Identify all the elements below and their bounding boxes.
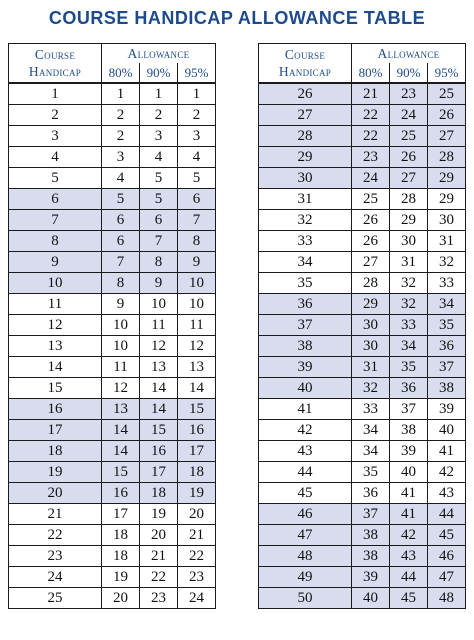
- table-row: [259, 567, 466, 588]
- course-handicap-cell: 13: [9, 336, 102, 357]
- allowance-90-cell: 18: [140, 483, 178, 504]
- allowance-95-cell: 1: [178, 83, 216, 105]
- allowance-90-cell: 26: [390, 147, 428, 168]
- course-handicap-cell: 15: [9, 378, 102, 399]
- course-handicap-cell: 49: [259, 567, 352, 588]
- allowance-95-cell: 29: [428, 168, 466, 189]
- allowance-90-cell: 7: [140, 231, 178, 252]
- allowance-95-cell: 48: [428, 588, 466, 609]
- allowance-95-cell: 21: [178, 525, 216, 546]
- table-row: [259, 357, 466, 378]
- course-handicap-cell: 16: [9, 399, 102, 420]
- table-row: [259, 462, 466, 483]
- course-handicap-cell: 44: [259, 462, 352, 483]
- allowance-80-cell: 18: [102, 546, 140, 567]
- allowance-80-cell: 24: [352, 168, 390, 189]
- course-handicap-cell: 48: [259, 546, 352, 567]
- table-row: [259, 588, 466, 609]
- allowance-95-cell: 22: [178, 546, 216, 567]
- allowance-90-cell: 35: [390, 357, 428, 378]
- allowance-95-cell: 12: [178, 336, 216, 357]
- table-row: [9, 231, 216, 252]
- allowance-80-cell: 12: [102, 378, 140, 399]
- table-row: [9, 420, 216, 441]
- pct-95-header: 95%: [178, 63, 216, 83]
- allowance-80-cell: 3: [102, 147, 140, 168]
- allowance-95-cell: 19: [178, 483, 216, 504]
- course-handicap-cell: 14: [9, 357, 102, 378]
- allowance-90-cell: 37: [390, 399, 428, 420]
- allowance-90-cell: 1: [140, 83, 178, 105]
- allowance-95-cell: 17: [178, 441, 216, 462]
- allowance-80-cell: 22: [352, 105, 390, 126]
- table-row: [9, 378, 216, 399]
- allowance-80-cell: 34: [352, 420, 390, 441]
- allowance-90-cell: 28: [390, 189, 428, 210]
- allowance-90-cell: 22: [140, 567, 178, 588]
- allowance-95-cell: 47: [428, 567, 466, 588]
- course-handicap-cell: 10: [9, 273, 102, 294]
- allowance-95-cell: 29: [428, 189, 466, 210]
- allowance-90-cell: 20: [140, 525, 178, 546]
- allowance-90-cell: 41: [390, 504, 428, 525]
- allowance-80-cell: 26: [352, 231, 390, 252]
- allowance-95-cell: 38: [428, 378, 466, 399]
- course-handicap-cell: 34: [259, 252, 352, 273]
- course-handicap-cell: 6: [9, 189, 102, 210]
- allowance-80-cell: 14: [102, 420, 140, 441]
- allowance-table-left: [8, 43, 216, 609]
- allowance-95-cell: 18: [178, 462, 216, 483]
- course-handicap-cell: 21: [9, 504, 102, 525]
- allowance-90-cell: 10: [140, 294, 178, 315]
- allowance-95-cell: 41: [428, 441, 466, 462]
- allowance-80-cell: 40: [352, 588, 390, 609]
- course-handicap-cell: 50: [259, 588, 352, 609]
- course-handicap-cell: 45: [259, 483, 352, 504]
- course-handicap-cell: 38: [259, 336, 352, 357]
- table-row: [259, 294, 466, 315]
- course-handicap-cell: 11: [9, 294, 102, 315]
- course-handicap-cell: 1: [9, 83, 102, 105]
- table-row: [9, 462, 216, 483]
- allowance-95-cell: 23: [178, 567, 216, 588]
- allowance-90-cell: 14: [140, 378, 178, 399]
- allowance-80-cell: 34: [352, 441, 390, 462]
- course-handicap-cell: 27: [259, 105, 352, 126]
- allowance-95-cell: 40: [428, 420, 466, 441]
- course-handicap-cell: 9: [9, 252, 102, 273]
- allowance-80-cell: 11: [102, 357, 140, 378]
- allowance-95-cell: 44: [428, 504, 466, 525]
- allowance-80-cell: 9: [102, 294, 140, 315]
- allowance-80-cell: 10: [102, 336, 140, 357]
- table-row: [9, 105, 216, 126]
- course-handicap-cell: 2: [9, 105, 102, 126]
- allowance-90-cell: 9: [140, 273, 178, 294]
- table-row: [9, 483, 216, 504]
- table-row: [259, 336, 466, 357]
- allowance-80-cell: 36: [352, 483, 390, 504]
- allowance-95-cell: 27: [428, 126, 466, 147]
- allowance-90-cell: 38: [390, 420, 428, 441]
- allowance-95-cell: 13: [178, 357, 216, 378]
- allowance-80-cell: 17: [102, 504, 140, 525]
- allowance-90-cell: 44: [390, 567, 428, 588]
- allowance-95-cell: 24: [178, 588, 216, 609]
- pct-80-header: 80%: [352, 63, 390, 83]
- course-handicap-cell: 7: [9, 210, 102, 231]
- table-row: [259, 231, 466, 252]
- allowance-90-cell: 31: [390, 252, 428, 273]
- allowance-80-cell: 2: [102, 105, 140, 126]
- allowance-90-cell: 45: [390, 588, 428, 609]
- allowance-90-cell: 32: [390, 273, 428, 294]
- course-handicap-cell: 3: [9, 126, 102, 147]
- table-row: [259, 147, 466, 168]
- allowance-95-cell: 14: [178, 378, 216, 399]
- allowance-80-cell: 32: [352, 378, 390, 399]
- allowance-95-cell: 3: [178, 126, 216, 147]
- course-handicap-header: Course Handicap: [9, 44, 102, 84]
- allowance-90-cell: 4: [140, 147, 178, 168]
- table-row: [9, 546, 216, 567]
- allowance-90-cell: 2: [140, 105, 178, 126]
- table-row: [259, 126, 466, 147]
- allowance-90-cell: 16: [140, 441, 178, 462]
- pct-80-header: 80%: [102, 63, 140, 83]
- course-handicap-cell: 32: [259, 210, 352, 231]
- course-handicap-cell: 4: [9, 147, 102, 168]
- allowance-80-cell: 22: [352, 126, 390, 147]
- course-handicap-cell: 22: [9, 525, 102, 546]
- allowance-90-cell: 41: [390, 483, 428, 504]
- pct-90-header: 90%: [140, 63, 178, 83]
- allowance-table-right: [258, 43, 466, 609]
- right-table-body: [259, 83, 466, 609]
- table-row: [9, 441, 216, 462]
- course-handicap-cell: 18: [9, 441, 102, 462]
- allowance-80-cell: 10: [102, 315, 140, 336]
- allowance-90-cell: 24: [390, 105, 428, 126]
- table-row: [9, 336, 216, 357]
- allowance-95-cell: 8: [178, 231, 216, 252]
- left-table-body: [9, 83, 216, 609]
- course-handicap-cell: 46: [259, 504, 352, 525]
- allowance-80-cell: 35: [352, 462, 390, 483]
- table-row: [9, 273, 216, 294]
- allowance-80-cell: 25: [352, 189, 390, 210]
- allowance-80-cell: 30: [352, 315, 390, 336]
- allowance-80-cell: 38: [352, 525, 390, 546]
- allowance-80-cell: 39: [352, 567, 390, 588]
- allowance-80-cell: 21: [352, 83, 390, 105]
- allowance-95-cell: 5: [178, 168, 216, 189]
- allowance-80-cell: 33: [352, 399, 390, 420]
- allowance-95-cell: 36: [428, 336, 466, 357]
- course-handicap-cell: 41: [259, 399, 352, 420]
- course-handicap-cell: 19: [9, 462, 102, 483]
- allowance-95-cell: 10: [178, 294, 216, 315]
- course-handicap-cell: 39: [259, 357, 352, 378]
- table-row: [9, 126, 216, 147]
- course-handicap-header: Course Handicap: [259, 44, 352, 84]
- course-handicap-cell: 8: [9, 231, 102, 252]
- allowance-90-cell: 34: [390, 336, 428, 357]
- course-handicap-cell: 5: [9, 168, 102, 189]
- allowance-95-cell: 16: [178, 420, 216, 441]
- allowance-90-cell: 25: [390, 126, 428, 147]
- allowance-95-cell: 39: [428, 399, 466, 420]
- table-row: [9, 525, 216, 546]
- course-handicap-cell: 23: [9, 546, 102, 567]
- table-row: [9, 357, 216, 378]
- allowance-95-cell: 32: [428, 252, 466, 273]
- allowance-95-cell: 7: [178, 210, 216, 231]
- table-row: [259, 483, 466, 504]
- allowance-95-cell: 10: [178, 273, 216, 294]
- allowance-95-cell: 6: [178, 189, 216, 210]
- allowance-80-cell: 8: [102, 273, 140, 294]
- table-row: [259, 189, 466, 210]
- table-row: [259, 252, 466, 273]
- allowance-90-cell: 23: [390, 83, 428, 105]
- table-row: [9, 588, 216, 609]
- allowance-90-cell: 19: [140, 504, 178, 525]
- table-row: [259, 273, 466, 294]
- allowance-80-cell: 38: [352, 546, 390, 567]
- allowance-header: Allowance: [102, 44, 216, 64]
- allowance-80-cell: 27: [352, 252, 390, 273]
- table-row: [9, 294, 216, 315]
- allowance-95-cell: 4: [178, 147, 216, 168]
- allowance-90-cell: 12: [140, 336, 178, 357]
- allowance-90-cell: 6: [140, 210, 178, 231]
- course-handicap-cell: 47: [259, 525, 352, 546]
- course-handicap-cell: 29: [259, 147, 352, 168]
- course-handicap-cell: 30: [259, 168, 352, 189]
- allowance-80-cell: 4: [102, 168, 140, 189]
- allowance-90-cell: 40: [390, 462, 428, 483]
- course-handicap-cell: 28: [259, 126, 352, 147]
- allowance-80-cell: 28: [352, 273, 390, 294]
- allowance-95-cell: 35: [428, 315, 466, 336]
- table-row: [259, 378, 466, 399]
- allowance-80-cell: 18: [102, 525, 140, 546]
- allowance-80-cell: 1: [102, 83, 140, 105]
- allowance-90-cell: 27: [390, 168, 428, 189]
- allowance-header: Allowance: [352, 44, 466, 64]
- allowance-80-cell: 14: [102, 441, 140, 462]
- course-handicap-cell: 31: [259, 189, 352, 210]
- allowance-90-cell: 21: [140, 546, 178, 567]
- allowance-95-cell: 31: [428, 231, 466, 252]
- course-handicap-cell: 43: [259, 441, 352, 462]
- table-row: [259, 105, 466, 126]
- allowance-80-cell: 29: [352, 294, 390, 315]
- allowance-80-cell: 6: [102, 210, 140, 231]
- allowance-95-cell: 20: [178, 504, 216, 525]
- allowance-80-cell: 31: [352, 357, 390, 378]
- course-handicap-cell: 26: [259, 83, 352, 105]
- allowance-80-cell: 37: [352, 504, 390, 525]
- allowance-90-cell: 15: [140, 420, 178, 441]
- allowance-80-cell: 6: [102, 231, 140, 252]
- allowance-80-cell: 7: [102, 252, 140, 273]
- table-row: [259, 525, 466, 546]
- course-handicap-cell: 42: [259, 420, 352, 441]
- allowance-80-cell: 23: [352, 147, 390, 168]
- page-title: COURSE HANDICAP ALLOWANCE TABLE: [48, 8, 426, 28]
- allowance-80-cell: 26: [352, 210, 390, 231]
- allowance-80-cell: 13: [102, 399, 140, 420]
- allowance-90-cell: 11: [140, 315, 178, 336]
- table-row: [259, 168, 466, 189]
- table-row: [9, 399, 216, 420]
- allowance-95-cell: 25: [428, 83, 466, 105]
- course-handicap-cell: 24: [9, 567, 102, 588]
- course-handicap-cell: 37: [259, 315, 352, 336]
- allowance-90-cell: 42: [390, 525, 428, 546]
- allowance-95-cell: 2: [178, 105, 216, 126]
- allowance-90-cell: 43: [390, 546, 428, 567]
- table-row: [9, 252, 216, 273]
- table-row: [9, 504, 216, 525]
- table-row: [259, 83, 466, 105]
- allowance-95-cell: 45: [428, 525, 466, 546]
- allowance-95-cell: 30: [428, 210, 466, 231]
- allowance-90-cell: 14: [140, 399, 178, 420]
- pct-90-header: 90%: [390, 63, 428, 83]
- table-row: [9, 83, 216, 105]
- allowance-90-cell: 30: [390, 231, 428, 252]
- allowance-90-cell: 39: [390, 441, 428, 462]
- course-handicap-cell: 35: [259, 273, 352, 294]
- allowance-90-cell: 32: [390, 294, 428, 315]
- allowance-80-cell: 30: [352, 336, 390, 357]
- allowance-95-cell: 33: [428, 273, 466, 294]
- course-handicap-cell: 12: [9, 315, 102, 336]
- course-handicap-cell: 17: [9, 420, 102, 441]
- allowance-95-cell: 28: [428, 147, 466, 168]
- allowance-95-cell: 43: [428, 483, 466, 504]
- allowance-95-cell: 34: [428, 294, 466, 315]
- table-row: [9, 168, 216, 189]
- allowance-80-cell: 2: [102, 126, 140, 147]
- table-row: [259, 441, 466, 462]
- allowance-95-cell: 11: [178, 315, 216, 336]
- table-row: [259, 504, 466, 525]
- course-handicap-cell: 20: [9, 483, 102, 504]
- allowance-80-cell: 15: [102, 462, 140, 483]
- table-row: [259, 315, 466, 336]
- course-handicap-cell: 33: [259, 231, 352, 252]
- allowance-90-cell: 36: [390, 378, 428, 399]
- allowance-90-cell: 33: [390, 315, 428, 336]
- allowance-95-cell: 15: [178, 399, 216, 420]
- allowance-90-cell: 29: [390, 210, 428, 231]
- allowance-95-cell: 37: [428, 357, 466, 378]
- table-row: [9, 210, 216, 231]
- allowance-80-cell: 5: [102, 189, 140, 210]
- allowance-80-cell: 16: [102, 483, 140, 504]
- course-handicap-cell: 36: [259, 294, 352, 315]
- allowance-90-cell: 17: [140, 462, 178, 483]
- allowance-80-cell: 20: [102, 588, 140, 609]
- table-row: [259, 420, 466, 441]
- table-row: [9, 147, 216, 168]
- allowance-90-cell: 5: [140, 168, 178, 189]
- table-row: [9, 315, 216, 336]
- course-handicap-cell: 40: [259, 378, 352, 399]
- allowance-90-cell: 3: [140, 126, 178, 147]
- allowance-90-cell: 23: [140, 588, 178, 609]
- allowance-80-cell: 19: [102, 567, 140, 588]
- table-row: [259, 399, 466, 420]
- course-handicap-cell: 25: [9, 588, 102, 609]
- table-row: [259, 210, 466, 231]
- allowance-90-cell: 8: [140, 252, 178, 273]
- pct-95-header: 95%: [428, 63, 466, 83]
- allowance-95-cell: 26: [428, 105, 466, 126]
- table-row: [9, 567, 216, 588]
- allowance-95-cell: 46: [428, 546, 466, 567]
- allowance-95-cell: 42: [428, 462, 466, 483]
- table-row: [259, 546, 466, 567]
- allowance-95-cell: 9: [178, 252, 216, 273]
- table-row: [9, 189, 216, 210]
- allowance-90-cell: 13: [140, 357, 178, 378]
- allowance-90-cell: 5: [140, 189, 178, 210]
